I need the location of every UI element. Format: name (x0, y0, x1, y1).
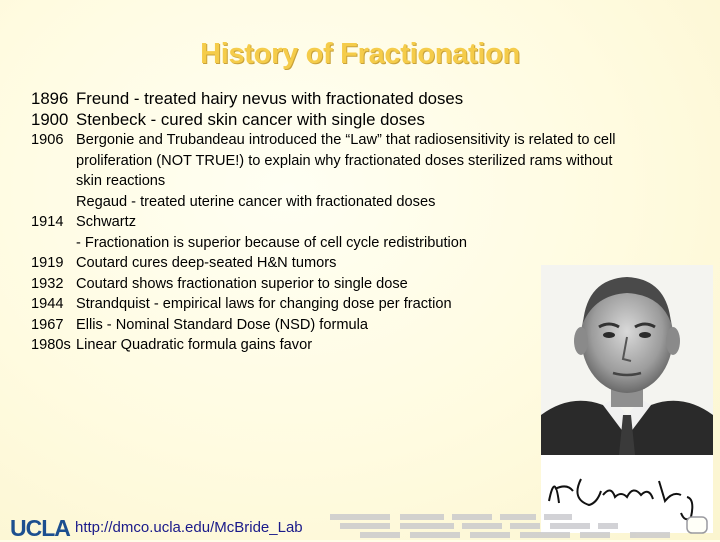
entry-year: 1919 (31, 255, 64, 271)
entry-text: Bergonie and Trubandeau introduced the “Law” that radiosensitivity is related to cell proliferation (NOT TRUE!) to explain why fractionated doses sterilized rams without skin reactions (76, 132, 616, 189)
entry-year (31, 233, 76, 254)
entry-text: Stenbeck - cured skin cancer with single doses (76, 110, 425, 129)
lab-url-link[interactable]: http://dmco.ucla.edu/McBride_Lab (75, 519, 303, 536)
entry-year: 1980s (31, 337, 71, 353)
timeline-entry (31, 212, 631, 233)
entry-year: 1944 (31, 296, 64, 312)
footer-decoration (330, 512, 690, 538)
nav-button-icon[interactable] (686, 516, 708, 534)
timeline-entry (31, 130, 631, 192)
entry-text: Ellis - Nominal Standard Dose (NSD) formula (76, 316, 368, 333)
entry-year: 1967 (31, 316, 64, 333)
entry-text: Strandquist - empirical laws for changing dose per fraction (76, 296, 452, 312)
entry-text: Freund - treated hairy nevus with fractionated doses (76, 89, 464, 108)
entry-text: Schwartz (76, 214, 137, 230)
entry-year: 1914 (31, 214, 64, 230)
entry-text: - Fractionation is superior because of cell cycle redistribution (76, 234, 467, 251)
entry-text: Linear Quadratic formula gains favor (76, 337, 313, 353)
entry-year: 1900 (31, 110, 69, 129)
coutard-portrait (541, 265, 713, 533)
timeline-entry (31, 109, 631, 130)
entry-text: Regaud - treated uterine cancer with fractionated doses (76, 193, 436, 210)
entry-text: Coutard cures deep-seated H&N tumors (76, 255, 337, 271)
timeline-entry (31, 233, 631, 254)
entry-year (31, 192, 76, 213)
entry-year: 1932 (31, 275, 64, 292)
entry-year: 1896 (31, 89, 69, 108)
slide-title: History of Fractionation (200, 38, 520, 70)
entry-year: 1906 (31, 132, 64, 148)
timeline-entry (31, 192, 631, 213)
ucla-logo: UCLA (10, 515, 70, 541)
timeline-entry (31, 88, 631, 109)
entry-text: Coutard shows fractionation superior to single dose (76, 275, 408, 292)
